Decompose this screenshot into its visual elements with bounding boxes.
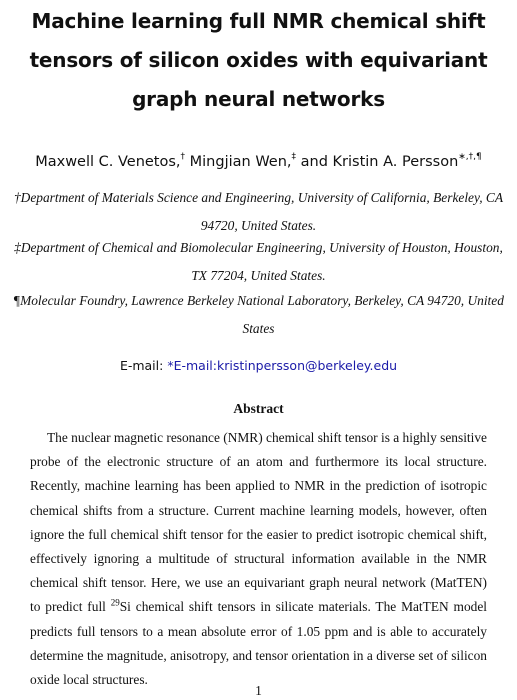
author-name: Maxwell C. Venetos,: [35, 154, 181, 170]
author-affiliation-mark: ∗,†,¶: [458, 152, 482, 162]
affiliation: ¶Molecular Foundry, Lawrence Berkeley National Laboratory, Berkeley, CA 94720, United States: [13, 293, 504, 336]
email-label: E-mail:: [119, 358, 164, 373]
email-line: [0, 355, 517, 377]
page-number: 1: [255, 683, 262, 698]
email-link[interactable]: *E-mail:kristinpersson@berkeley.edu: [167, 358, 398, 373]
isotope-superscript: 29: [110, 597, 120, 608]
author-affiliation-mark: †: [180, 152, 186, 162]
author-name: and Kristin A. Persson: [300, 154, 459, 170]
abstract-text-part: Si chemical shift tensors in silicate materials. The MatTEN model predicts full tensors to a mean absolute error of 1.05 ppm and is able to accurately determine the magnitude, anisotropy, and tensor orientation in a diverse set of silicon oxide local structures.: [30, 599, 487, 688]
paper-title: Machine learning full NMR chemical shift tensors of silicon oxides with equivariant graph neural networks: [29, 9, 488, 111]
author-name: Mingjian Wen,: [189, 154, 292, 170]
author-list: [0, 146, 517, 173]
affiliation: †Department of Materials Science and Engineering, University of California, Berkeley, CA 94720, United States.: [13, 190, 504, 233]
abstract-text-part: The nuclear magnetic resonance (NMR) chemical shift tensor is a highly sensitive probe of the electronic structure of an atom and furthermore its local structure. Recently, machine learning has been applied to NMR in the prediction of isotropic chemical shifts from a structure. Current machine learning models, however, often ignore the full chemical shift tensor for the easier to predict isotropic chemical shift, effectively ignoring a multitude of structural information available in the NMR chemical shift tensor. Here, we use an equivariant graph neural network (MatTEN) to predict full: [30, 430, 487, 615]
affiliation: ‡Department of Chemical and Biomolecular Engineering, University of Houston, Houston, TX 77204, United States.: [14, 240, 503, 283]
abstract-text: [30, 426, 487, 692]
abstract-heading: Abstract: [233, 401, 284, 416]
author-affiliation-mark: ‡: [291, 152, 297, 162]
